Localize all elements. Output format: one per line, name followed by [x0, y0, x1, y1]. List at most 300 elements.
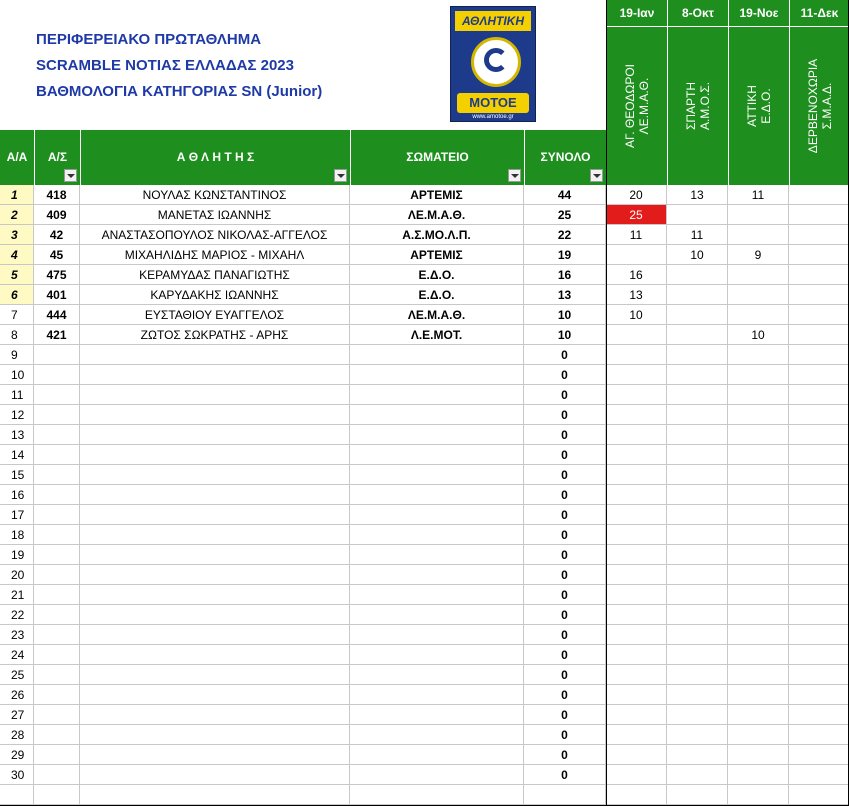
cell-total[interactable]: 0 [524, 545, 606, 565]
venue-2-club: Α.Μ.Ο.Σ. [698, 81, 712, 131]
cell-e2[interactable] [667, 605, 728, 625]
cell-total[interactable]: 0 [524, 505, 606, 525]
cell-aa[interactable]: 16 [0, 485, 34, 505]
cell-e3[interactable]: 11 [728, 185, 789, 205]
table-row [0, 285, 849, 305]
cell-total[interactable]: 19 [524, 245, 606, 265]
cell-e3[interactable] [728, 345, 789, 365]
cell-e4[interactable] [789, 385, 849, 405]
cell-as[interactable]: 475 [34, 265, 80, 285]
cell-e2[interactable] [667, 745, 728, 765]
cell-e2[interactable] [667, 205, 728, 225]
cell-athlete[interactable] [80, 405, 350, 425]
cell-aa[interactable]: 17 [0, 505, 34, 525]
cell-e1[interactable] [606, 785, 667, 805]
cell-e1[interactable] [606, 725, 667, 745]
cell-athlete[interactable]: ΖΩΤΟΣ ΣΩΚΡΑΤΗΣ - ΑΡΗΣ [80, 325, 350, 345]
cell-club[interactable] [350, 345, 524, 365]
col-header-club-label: ΣΩΜΑΤΕΙΟ [406, 150, 469, 164]
cell-as[interactable] [34, 445, 80, 465]
table-row [0, 205, 849, 225]
cell-total[interactable]: 22 [524, 225, 606, 245]
cell-e4[interactable] [789, 505, 849, 525]
cell-as[interactable] [34, 585, 80, 605]
cell-total[interactable]: 0 [524, 625, 606, 645]
cell-total[interactable]: 0 [524, 645, 606, 665]
cell-athlete[interactable]: ΚΑΡΥΔΑΚΗΣ ΙΩΑΝΝΗΣ [80, 285, 350, 305]
cell-athlete[interactable]: ΜΑΝΕΤΑΣ ΙΩΑΝΝΗΣ [80, 205, 350, 225]
cell-total[interactable]: 13 [524, 285, 606, 305]
cell-e2[interactable]: 10 [667, 245, 728, 265]
cell-club[interactable]: ΑΡΤΕΜΙΣ [350, 185, 524, 205]
cell-club[interactable]: ΑΡΤΕΜΙΣ [350, 245, 524, 265]
cell-total[interactable]: 0 [524, 745, 606, 765]
event-date-3: 19-Νοε [728, 0, 789, 26]
cell-e3[interactable] [728, 585, 789, 605]
cell-aa[interactable]: 13 [0, 425, 34, 445]
cell-total[interactable]: 0 [524, 445, 606, 465]
cell-e3[interactable]: 10 [728, 325, 789, 345]
cell-e4[interactable] [789, 785, 849, 805]
cell-club[interactable] [350, 365, 524, 385]
cell-e1[interactable] [606, 465, 667, 485]
filter-dropdown-total-icon[interactable] [590, 169, 603, 182]
cell-club[interactable] [350, 385, 524, 405]
cell-e3[interactable] [728, 685, 789, 705]
cell-e2[interactable] [667, 445, 728, 465]
cell-e2[interactable] [667, 405, 728, 425]
cell-club[interactable] [350, 645, 524, 665]
cell-total[interactable]: 0 [524, 585, 606, 605]
cell-e2[interactable] [667, 785, 728, 805]
table-row [0, 645, 849, 665]
cell-e4[interactable] [789, 365, 849, 385]
cell-e2[interactable] [667, 485, 728, 505]
cell-as[interactable] [34, 565, 80, 585]
cell-e2[interactable] [667, 385, 728, 405]
cell-e4[interactable] [789, 625, 849, 645]
cell-as[interactable] [34, 345, 80, 365]
cell-e1[interactable] [606, 685, 667, 705]
cell-total[interactable]: 0 [524, 605, 606, 625]
cell-athlete[interactable] [80, 385, 350, 405]
table-row [0, 625, 849, 645]
table-row [0, 465, 849, 485]
cell-e3[interactable] [728, 665, 789, 685]
cell-e2[interactable] [667, 345, 728, 365]
cell-e4[interactable] [789, 305, 849, 325]
cell-club[interactable] [350, 545, 524, 565]
cell-athlete[interactable] [80, 665, 350, 685]
cell-e3[interactable] [728, 365, 789, 385]
cell-club[interactable]: Ε.Δ.Ο. [350, 285, 524, 305]
cell-total[interactable]: 0 [524, 345, 606, 365]
cell-e3[interactable] [728, 605, 789, 625]
cell-as[interactable] [34, 485, 80, 505]
cell-as[interactable] [34, 685, 80, 705]
cell-aa[interactable]: 11 [0, 385, 34, 405]
cell-as[interactable]: 444 [34, 305, 80, 325]
cell-e4[interactable] [789, 265, 849, 285]
cell-e2[interactable] [667, 525, 728, 545]
cell-e1[interactable]: 11 [606, 225, 667, 245]
cell-club[interactable] [350, 405, 524, 425]
cell-athlete[interactable] [80, 705, 350, 725]
cell-e1[interactable] [606, 525, 667, 545]
cell-e4[interactable] [789, 465, 849, 485]
cell-as[interactable]: 418 [34, 185, 80, 205]
cell-club[interactable] [350, 565, 524, 585]
cell-as[interactable]: 409 [34, 205, 80, 225]
cell-total[interactable]: 0 [524, 565, 606, 585]
filter-dropdown-as-icon[interactable] [64, 169, 77, 182]
cell-aa[interactable]: 24 [0, 645, 34, 665]
cell-e2[interactable] [667, 425, 728, 445]
cell-e3[interactable]: 9 [728, 245, 789, 265]
cell-e3[interactable] [728, 385, 789, 405]
cell-total[interactable]: 0 [524, 705, 606, 725]
cell-club[interactable]: Ε.Δ.Ο. [350, 265, 524, 285]
cell-e3[interactable] [728, 545, 789, 565]
cell-athlete[interactable] [80, 785, 350, 805]
cell-as[interactable] [34, 605, 80, 625]
cell-e2[interactable] [667, 325, 728, 345]
cell-athlete[interactable] [80, 685, 350, 705]
cell-e1[interactable] [606, 325, 667, 345]
cell-club[interactable] [350, 685, 524, 705]
cell-aa[interactable]: 5 [0, 265, 34, 285]
cell-as[interactable] [34, 385, 80, 405]
table-row [0, 765, 849, 785]
cell-e1[interactable] [606, 445, 667, 465]
cell-athlete[interactable]: ΑΝΑΣΤΑΣΟΠΟΥΛΟΣ ΝΙΚΟΛΑΣ-ΑΓΓΕΛΟΣ [80, 225, 350, 245]
cell-aa[interactable]: 23 [0, 625, 34, 645]
cell-as[interactable] [34, 545, 80, 565]
cell-e1[interactable]: 10 [606, 305, 667, 325]
cell-athlete[interactable] [80, 625, 350, 645]
cell-total[interactable]: 0 [524, 665, 606, 685]
cell-aa[interactable] [0, 785, 34, 805]
cell-as[interactable] [34, 705, 80, 725]
cell-e3[interactable] [728, 505, 789, 525]
cell-as[interactable]: 401 [34, 285, 80, 305]
cell-e1[interactable] [606, 365, 667, 385]
cell-total[interactable]: 0 [524, 725, 606, 745]
cell-e2[interactable] [667, 565, 728, 585]
cell-club[interactable] [350, 745, 524, 765]
cell-e2[interactable] [667, 705, 728, 725]
cell-e3[interactable] [728, 565, 789, 585]
cell-club[interactable]: ΛΕ.Μ.Α.Θ. [350, 305, 524, 325]
cell-e4[interactable] [789, 205, 849, 225]
cell-e4[interactable] [789, 605, 849, 625]
cell-e3[interactable] [728, 705, 789, 725]
cell-athlete[interactable] [80, 365, 350, 385]
cell-total[interactable]: 0 [524, 465, 606, 485]
cell-athlete[interactable] [80, 505, 350, 525]
cell-total[interactable]: 0 [524, 765, 606, 785]
cell-e4[interactable] [789, 425, 849, 445]
cell-e1[interactable] [606, 605, 667, 625]
cell-e3[interactable] [728, 225, 789, 245]
cell-aa[interactable]: 1 [0, 185, 34, 205]
filter-dropdown-athlete-icon[interactable] [334, 169, 347, 182]
cell-aa[interactable]: 4 [0, 245, 34, 265]
cell-e3[interactable] [728, 785, 789, 805]
cell-total[interactable]: 0 [524, 425, 606, 445]
cell-e2[interactable] [667, 685, 728, 705]
cell-e1[interactable] [606, 245, 667, 265]
cell-e4[interactable] [789, 345, 849, 365]
cell-e2[interactable] [667, 465, 728, 485]
cell-e2[interactable] [667, 725, 728, 745]
cell-athlete[interactable] [80, 605, 350, 625]
cell-e2[interactable] [667, 505, 728, 525]
cell-club[interactable] [350, 525, 524, 545]
cell-e2[interactable] [667, 285, 728, 305]
cell-aa[interactable]: 18 [0, 525, 34, 545]
cell-e4[interactable] [789, 405, 849, 425]
cell-aa[interactable]: 21 [0, 585, 34, 605]
cell-athlete[interactable]: ΝΟΥΛΑΣ ΚΩΝΣΤΑΝΤΙΝΟΣ [80, 185, 350, 205]
cell-as[interactable] [34, 465, 80, 485]
cell-e2[interactable]: 13 [667, 185, 728, 205]
cell-as[interactable] [34, 625, 80, 645]
cell-e3[interactable] [728, 265, 789, 285]
cell-e2[interactable] [667, 665, 728, 685]
cell-athlete[interactable]: ΜΙΧΑΗΛΙΔΗΣ ΜΑΡΙΟΣ - ΜΙΧΑΗΛ [80, 245, 350, 265]
cell-e4[interactable] [789, 525, 849, 545]
cell-e1[interactable] [606, 505, 667, 525]
cell-aa[interactable]: 2 [0, 205, 34, 225]
cell-e2[interactable] [667, 545, 728, 565]
cell-e4[interactable] [789, 545, 849, 565]
cell-e1[interactable] [606, 345, 667, 365]
cell-total[interactable]: 0 [524, 525, 606, 545]
cell-aa[interactable]: 22 [0, 605, 34, 625]
cell-club[interactable] [350, 485, 524, 505]
cell-club[interactable]: Λ.Ε.ΜΟΤ. [350, 325, 524, 345]
cell-e4[interactable] [789, 185, 849, 205]
cell-aa[interactable]: 27 [0, 705, 34, 725]
cell-club[interactable] [350, 665, 524, 685]
cell-total[interactable]: 0 [524, 485, 606, 505]
cell-e1[interactable] [606, 765, 667, 785]
cell-athlete[interactable] [80, 645, 350, 665]
cell-aa[interactable]: 19 [0, 545, 34, 565]
cell-e2[interactable] [667, 585, 728, 605]
cell-club[interactable]: ΛΕ.Μ.Α.Θ. [350, 205, 524, 225]
cell-club[interactable] [350, 585, 524, 605]
table-row [0, 785, 849, 805]
cell-e2[interactable] [667, 625, 728, 645]
cell-as[interactable] [34, 785, 80, 805]
cell-athlete[interactable]: ΕΥΣΤΑΘΙΟΥ ΕΥΑΓΓΕΛΟΣ [80, 305, 350, 325]
cell-as[interactable] [34, 725, 80, 745]
cell-total[interactable]: 25 [524, 205, 606, 225]
cell-athlete[interactable] [80, 765, 350, 785]
cell-aa[interactable]: 8 [0, 325, 34, 345]
cell-club[interactable]: Α.Σ.ΜΟ.Λ.Π. [350, 225, 524, 245]
cell-e4[interactable] [789, 665, 849, 685]
cell-club[interactable] [350, 765, 524, 785]
cell-aa[interactable]: 14 [0, 445, 34, 465]
cell-e3[interactable] [728, 405, 789, 425]
cell-e3[interactable] [728, 725, 789, 745]
cell-aa[interactable]: 30 [0, 765, 34, 785]
cell-athlete[interactable]: ΚΕΡΑΜΥΔΑΣ ΠΑΝΑΓΙΩΤΗΣ [80, 265, 350, 285]
cell-aa[interactable]: 3 [0, 225, 34, 245]
cell-e2[interactable] [667, 305, 728, 325]
cell-e3[interactable] [728, 645, 789, 665]
cell-total[interactable]: 0 [524, 385, 606, 405]
cell-e4[interactable] [789, 685, 849, 705]
cell-as[interactable] [34, 425, 80, 445]
cell-athlete[interactable] [80, 725, 350, 745]
logo-url-text: www.amotoe.gr [472, 114, 514, 120]
cell-as[interactable] [34, 405, 80, 425]
cell-aa[interactable]: 15 [0, 465, 34, 485]
cell-aa[interactable]: 9 [0, 345, 34, 365]
cell-e1[interactable] [606, 705, 667, 725]
cell-as[interactable] [34, 765, 80, 785]
cell-club[interactable] [350, 505, 524, 525]
cell-e2[interactable] [667, 265, 728, 285]
cell-total[interactable]: 0 [524, 365, 606, 385]
cell-aa[interactable]: 10 [0, 365, 34, 385]
cell-e1[interactable]: 25 [606, 205, 667, 225]
cell-total[interactable]: 10 [524, 325, 606, 345]
cell-athlete[interactable] [80, 585, 350, 605]
event-venue-2 [667, 26, 728, 185]
cell-e3[interactable] [728, 305, 789, 325]
cell-athlete[interactable] [80, 565, 350, 585]
cell-aa[interactable]: 7 [0, 305, 34, 325]
cell-e4[interactable] [789, 725, 849, 745]
cell-athlete[interactable] [80, 485, 350, 505]
cell-e4[interactable] [789, 485, 849, 505]
cell-athlete[interactable] [80, 445, 350, 465]
cell-e3[interactable] [728, 445, 789, 465]
cell-e4[interactable] [789, 745, 849, 765]
cell-e4[interactable] [789, 325, 849, 345]
cell-e1[interactable] [606, 625, 667, 645]
event-venue-3 [728, 26, 789, 185]
cell-e1[interactable]: 20 [606, 185, 667, 205]
cell-club[interactable] [350, 785, 524, 805]
cell-as[interactable]: 45 [34, 245, 80, 265]
cell-e1[interactable] [606, 425, 667, 445]
title-line-3: ΒΑΘΜΟΛΟΓΙΑ ΚΑΤΗΓΟΡΙΑΣ SN (Junior) [36, 83, 323, 100]
cell-e3[interactable] [728, 765, 789, 785]
cell-e1[interactable]: 16 [606, 265, 667, 285]
cell-athlete[interactable] [80, 745, 350, 765]
cell-e3[interactable] [728, 205, 789, 225]
cell-club[interactable] [350, 625, 524, 645]
cell-as[interactable] [34, 505, 80, 525]
cell-aa[interactable]: 25 [0, 665, 34, 685]
cell-e1[interactable] [606, 385, 667, 405]
cell-e4[interactable] [789, 705, 849, 725]
cell-athlete[interactable] [80, 545, 350, 565]
cell-e4[interactable] [789, 245, 849, 265]
cell-e2[interactable] [667, 365, 728, 385]
cell-e1[interactable] [606, 485, 667, 505]
cell-aa[interactable]: 12 [0, 405, 34, 425]
cell-aa[interactable]: 20 [0, 565, 34, 585]
cell-club[interactable] [350, 705, 524, 725]
filter-dropdown-club-icon[interactable] [508, 169, 521, 182]
cell-athlete[interactable] [80, 525, 350, 545]
cell-aa[interactable]: 6 [0, 285, 34, 305]
venue-2-name: ΣΠΑΡΤΗ [684, 81, 698, 131]
cell-athlete[interactable] [80, 345, 350, 365]
table-row [0, 505, 849, 525]
cell-e1[interactable] [606, 585, 667, 605]
cell-e4[interactable] [789, 225, 849, 245]
cell-club[interactable] [350, 465, 524, 485]
cell-e3[interactable] [728, 625, 789, 645]
cell-as[interactable] [34, 365, 80, 385]
cell-e2[interactable] [667, 765, 728, 785]
cell-e4[interactable] [789, 645, 849, 665]
cell-aa[interactable]: 26 [0, 685, 34, 705]
cell-as[interactable] [34, 665, 80, 685]
cell-athlete[interactable] [80, 465, 350, 485]
cell-athlete[interactable] [80, 425, 350, 445]
cell-as[interactable] [34, 645, 80, 665]
cell-e3[interactable] [728, 465, 789, 485]
cell-as[interactable] [34, 745, 80, 765]
cell-e4[interactable] [789, 585, 849, 605]
cell-e3[interactable] [728, 285, 789, 305]
cell-e3[interactable] [728, 485, 789, 505]
cell-e1[interactable] [606, 665, 667, 685]
cell-aa[interactable]: 28 [0, 725, 34, 745]
cell-total[interactable]: 10 [524, 305, 606, 325]
cell-e4[interactable] [789, 285, 849, 305]
cell-e2[interactable]: 11 [667, 225, 728, 245]
cell-as[interactable] [34, 525, 80, 545]
cell-e4[interactable] [789, 565, 849, 585]
cell-e1[interactable] [606, 645, 667, 665]
cell-e1[interactable]: 13 [606, 285, 667, 305]
cell-e1[interactable] [606, 405, 667, 425]
cell-e4[interactable] [789, 445, 849, 465]
cell-e4[interactable] [789, 765, 849, 785]
cell-club[interactable] [350, 425, 524, 445]
cell-club[interactable] [350, 725, 524, 745]
cell-total[interactable]: 44 [524, 185, 606, 205]
cell-total[interactable]: 0 [524, 685, 606, 705]
cell-aa[interactable]: 29 [0, 745, 34, 765]
cell-total[interactable]: 0 [524, 405, 606, 425]
cell-e1[interactable] [606, 545, 667, 565]
cell-club[interactable] [350, 445, 524, 465]
cell-total[interactable]: 16 [524, 265, 606, 285]
cell-e3[interactable] [728, 425, 789, 445]
cell-e1[interactable] [606, 745, 667, 765]
cell-club[interactable] [350, 605, 524, 625]
cell-e3[interactable] [728, 745, 789, 765]
cell-as[interactable]: 421 [34, 325, 80, 345]
cell-e2[interactable] [667, 645, 728, 665]
cell-e1[interactable] [606, 565, 667, 585]
title-line-1: ΠΕΡΙΦΕΡΕΙΑΚΟ ΠΡΩΤΑΘΛΗΜΑ [36, 31, 262, 48]
cell-e3[interactable] [728, 525, 789, 545]
cell-as[interactable]: 42 [34, 225, 80, 245]
cell-total[interactable] [524, 785, 606, 805]
